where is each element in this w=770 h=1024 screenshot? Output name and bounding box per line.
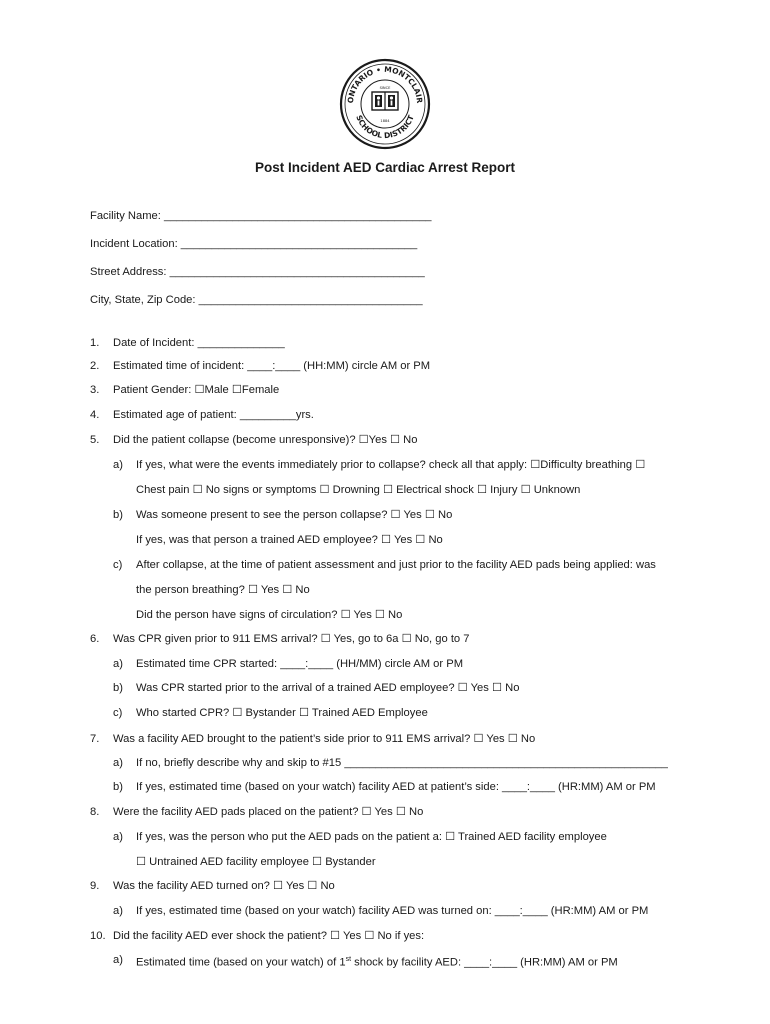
sub-item-letter: b): [113, 682, 123, 694]
item-number: 7.: [90, 733, 100, 745]
cpr-given-question[interactable]: Was CPR given prior to 911 EMS arrival? ☐ Yes, go to 6a ☐ No, go to 7: [113, 633, 470, 645]
patient-collapse-question[interactable]: Did the patient collapse (become unresponsive)? ☐Yes ☐ No: [113, 434, 418, 446]
patient-gender-options[interactable]: Patient Gender: ☐Male ☐Female: [113, 384, 280, 396]
events-prior-to-collapse-question[interactable]: If yes, what were the events immediately prior to collapse? check all that apply: ☐Difficulty breathing ☐: [136, 459, 646, 471]
aed-brought-question[interactable]: Was a facility AED brought to the patient’s side prior to 911 EMS arrival? ☐ Yes ☐ No: [113, 733, 536, 745]
incident-location-field[interactable]: Incident Location: ______________________________________: [90, 238, 418, 250]
school-district-seal-logo: [339, 58, 431, 150]
witnessed-collapse-question[interactable]: Was someone present to see the person collapse? ☐ Yes ☐ No: [136, 509, 453, 521]
item-number: 8.: [90, 806, 100, 818]
item-number: 9.: [90, 880, 100, 892]
assessment-question: After collapse, at the time of patient assessment and just prior to the facility AED pads being applied: was: [136, 559, 656, 571]
first-shock-text-post: shock by facility AED: ____:____ (HR:MM) AM or PM: [351, 956, 618, 969]
street-address-field[interactable]: Street Address: _________________________________________: [90, 266, 425, 278]
events-prior-to-collapse-options[interactable]: Chest pain ☐ No signs or symptoms ☐ Drowning ☐ Electrical shock ☐ Injury ☐ Unknown: [136, 484, 581, 496]
patient-age-field[interactable]: Estimated age of patient: _________yrs.: [113, 409, 314, 421]
aed-shock-question[interactable]: Did the facility AED ever shock the patient? ☐ Yes ☐ No if yes:: [113, 930, 425, 942]
item-number: 6.: [90, 633, 100, 645]
pads-placed-by-options[interactable]: ☐ Untrained AED facility employee ☐ Bystander: [136, 856, 376, 868]
item-number: 10.: [90, 930, 106, 942]
who-started-cpr-question[interactable]: Who started CPR? ☐ Bystander ☐ Trained AED Employee: [136, 707, 428, 719]
aed-on-time-field[interactable]: If yes, estimated time (based on your watch) facility AED was turned on: ____:____ (HR:MM) AM or PM: [136, 905, 649, 917]
item-number: 5.: [90, 434, 100, 446]
cpr-start-time-field[interactable]: Estimated time CPR started: ____:____ (HH/MM) circle AM or PM: [136, 658, 464, 670]
breathing-question[interactable]: the person breathing? ☐ Yes ☐ No: [136, 584, 310, 596]
item-number: 2.: [90, 360, 100, 372]
sub-item-letter: a): [113, 757, 123, 769]
sub-item-letter: a): [113, 954, 123, 966]
facility-name-field[interactable]: Facility Name: ___________________________________________: [90, 210, 432, 222]
aed-turned-on-question[interactable]: Was the facility AED turned on? ☐ Yes ☐ No: [113, 880, 335, 892]
first-shock-text-pre: Estimated time (based on your watch) of 1: [136, 956, 346, 969]
sub-item-letter: a): [113, 905, 123, 917]
sub-item-letter: a): [113, 658, 123, 670]
logo-text-top: ONTARIO • MONTCLAIR: [345, 64, 425, 104]
item-number: 4.: [90, 409, 100, 421]
logo-year: 1884: [380, 119, 390, 123]
sub-item-letter: a): [113, 831, 123, 843]
sub-item-letter: c): [113, 707, 123, 719]
city-state-zip-field[interactable]: City, State, Zip Code: ____________________________________: [90, 294, 423, 306]
trained-witness-question[interactable]: If yes, was that person a trained AED employee? ☐ Yes ☐ No: [136, 534, 443, 546]
page-title: Post Incident AED Cardiac Arrest Report: [254, 160, 516, 175]
aed-arrival-time-field[interactable]: If yes, estimated time (based on your watch) facility AED at patient’s side: ____:____ (HR:MM) AM or PM: [136, 781, 656, 793]
first-shock-ordinal: st: [345, 956, 352, 963]
svg-text:SCHOOL DISTRICT: [354, 113, 416, 140]
logo-text-bottom: SCHOOL DISTRICT: [354, 113, 416, 141]
sub-item-letter: b): [113, 509, 123, 521]
pads-placed-by-question[interactable]: If yes, was the person who put the AED pads on the patient a: ☐ Trained AED facility employee: [136, 831, 607, 843]
item-number: 1.: [90, 337, 100, 349]
aed-not-brought-reason-field[interactable]: If no, briefly describe why and skip to #15 ____________________________________________________: [136, 757, 668, 769]
sub-item-letter: b): [113, 781, 123, 793]
time-of-incident-field[interactable]: Estimated time of incident: ____:____ (HH:MM) circle AM or PM: [113, 360, 431, 372]
logo-since: SINCE: [379, 86, 391, 90]
aed-pads-placed-question[interactable]: Were the facility AED pads placed on the patient? ☐ Yes ☐ No: [113, 806, 424, 818]
circulation-question[interactable]: Did the person have signs of circulation? ☐ Yes ☐ No: [136, 609, 403, 621]
sub-item-letter: a): [113, 459, 123, 471]
sub-item-letter: c): [113, 559, 123, 571]
cpr-before-trained-employee-question[interactable]: Was CPR started prior to the arrival of a trained AED employee? ☐ Yes ☐ No: [136, 682, 520, 694]
date-of-incident-field[interactable]: Date of Incident: ______________: [113, 337, 285, 349]
first-shock-time-field[interactable]: [136, 953, 618, 970]
item-number: 3.: [90, 384, 100, 396]
